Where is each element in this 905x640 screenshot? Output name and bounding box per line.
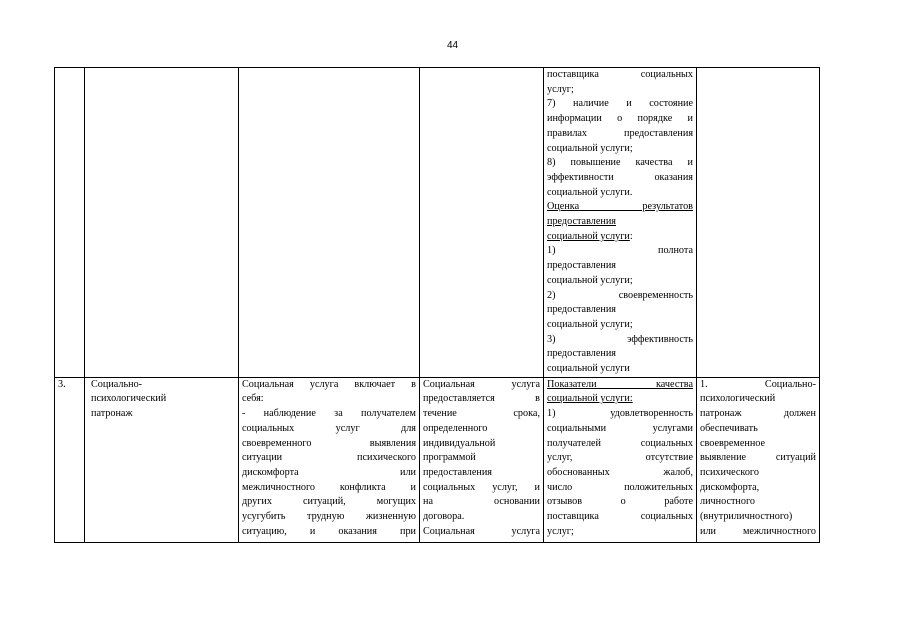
text-line: - наблюдение за получателем (242, 408, 416, 420)
text-line: обеспечивать (700, 422, 758, 434)
table-row-service-3 (55, 377, 820, 542)
text-line: 7) наличие и состояние (547, 98, 693, 110)
cell-service-term (420, 377, 544, 542)
text-line: услуг; (547, 525, 574, 537)
text-line: 1. Социально- (700, 378, 816, 390)
text-line: получателей социальных (547, 437, 693, 449)
text-line: число положительных (547, 481, 693, 493)
text-line: патронаж должен (700, 408, 816, 420)
cell-term-empty (420, 68, 544, 378)
text-line: 1) полнота (547, 245, 693, 257)
text-line: программой (423, 452, 476, 464)
text-line: усугубить трудную жизненную (242, 511, 416, 523)
text-line: эффективности оказания (547, 171, 693, 183)
service-number: 3. (58, 378, 66, 390)
text-line: социальных услуг, и (423, 481, 540, 493)
text-line: социальной услуги (547, 363, 630, 375)
text-line: своевременного выявления (242, 437, 416, 449)
table-row-continuation (55, 68, 820, 378)
text-line: услуг; (547, 83, 574, 95)
text-line: на основании (423, 496, 540, 508)
service-name-line: психологический (91, 393, 167, 405)
text-line: услуг, отсутствие (547, 452, 693, 464)
text-line: отзывов о работе (547, 496, 693, 508)
text-line: предоставляется в (423, 393, 540, 405)
text-line: или межличностного (700, 525, 816, 537)
cell-name-empty (85, 68, 239, 378)
service-content-text (242, 378, 416, 540)
text-line: социальной услуги: (547, 230, 633, 242)
text-line: обоснованных жалоб, (547, 466, 693, 478)
text-line: выявление ситуаций (700, 452, 816, 464)
text-line: Показатели качества (547, 378, 693, 390)
text-line: течение срока, (423, 408, 540, 420)
text-line: договора. (423, 511, 465, 523)
text-line: психологический (700, 393, 776, 405)
cell-quality-continuation (544, 68, 697, 378)
service-conditions-text (700, 378, 816, 540)
service-quality-text (547, 378, 693, 540)
text-line: социальными услугами (547, 422, 693, 434)
text-line: Социальная услуга включает в (242, 378, 416, 390)
text-line: предоставления (547, 260, 616, 272)
text-line: Социальная услуга (423, 525, 540, 537)
text-line: 3) эффективность (547, 333, 693, 345)
text-line: личностного (700, 496, 755, 508)
service-term-text (423, 378, 540, 540)
text-line: себя: (242, 393, 264, 405)
cell-service-number (55, 377, 85, 542)
text-line: межличностного конфликта и (242, 481, 416, 493)
text-line: дискомфорта или (242, 466, 416, 478)
text-line: предоставления (547, 348, 616, 360)
cell-service-name (85, 377, 239, 542)
service-name-line: патронаж (91, 408, 133, 420)
cell-service-conditions (697, 377, 820, 542)
text-line: поставщика социальных (547, 69, 693, 80)
text-line: социальной услуги; (547, 318, 633, 330)
quality-indicators-text (547, 68, 693, 377)
text-line: дискомфорта, (700, 481, 760, 493)
text-line: предоставления (547, 216, 616, 228)
text-line: ситуацию, и оказания при (242, 525, 416, 537)
text-line: информации о порядке и (547, 113, 693, 125)
cell-conditions-empty (697, 68, 820, 378)
text-line: правилах предоставления (547, 127, 693, 139)
cell-number-empty (55, 68, 85, 378)
text-line: других ситуаций, могущих (242, 496, 416, 508)
cell-service-quality (544, 377, 697, 542)
text-line: ситуации психического (242, 452, 416, 464)
text-line: предоставления (547, 304, 616, 316)
cell-content-empty (239, 68, 420, 378)
text-line: социальных услуг для (242, 422, 416, 434)
text-line: 8) повышение качества и (547, 157, 693, 169)
services-table (54, 67, 820, 543)
page-number: 44 (446, 40, 459, 51)
text-line: индивидуальной (423, 437, 496, 449)
text-line: поставщика социальных (547, 511, 693, 523)
text-line: Оценка результатов (547, 201, 693, 213)
text-line: определенного (423, 422, 488, 434)
service-name-line: Социально- (91, 378, 143, 390)
service-name (91, 378, 235, 422)
text-line: социальной услуги: (547, 393, 633, 405)
text-line: Социальная услуга (423, 378, 540, 390)
text-line: своевременное (700, 437, 766, 449)
cell-service-content (239, 377, 420, 542)
text-line: социальной услуги. (547, 186, 633, 198)
text-line: социальной услуги; (547, 274, 633, 286)
text-line: 1) удовлетворенность (547, 408, 693, 420)
text-line: социальной услуги; (547, 142, 633, 154)
text-line: психического (700, 466, 759, 478)
text-line: (внутриличностного) (700, 511, 793, 523)
text-line: предоставления (423, 466, 492, 478)
text-line: 2) своевременность (547, 289, 693, 301)
